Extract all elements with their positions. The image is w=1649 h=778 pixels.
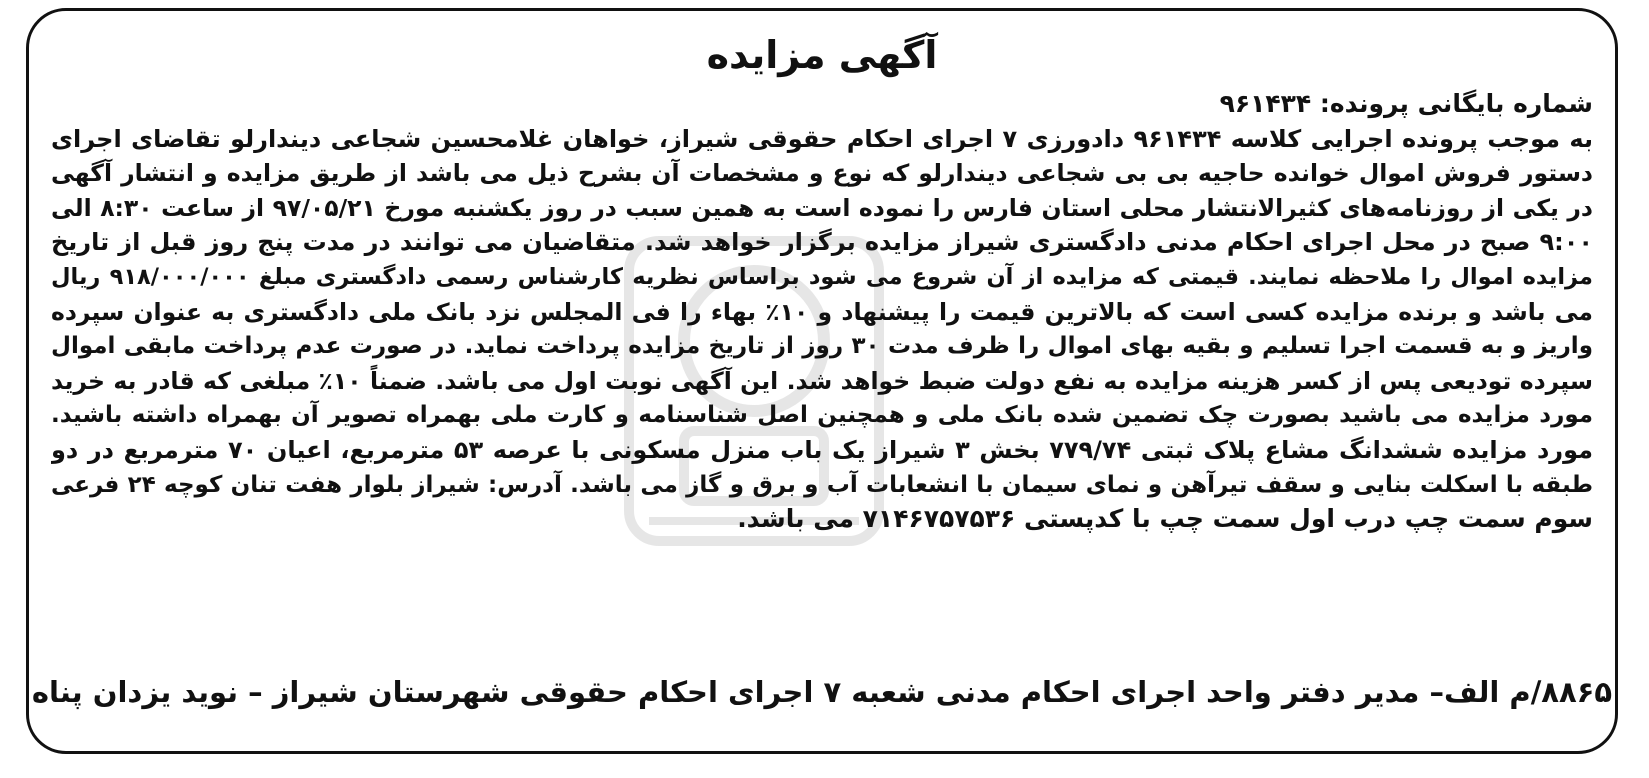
notice-title: آگهی مزایده xyxy=(706,33,938,77)
body-line: به موجب پرونده اجرایی کلاسه ۹۶۱۴۳۴ دادورزی ۷ اجرای احکام حقوقی شیراز، خواهان غلامحسین شجاعی دیندارلو تقاضای اجرای xyxy=(51,124,1593,153)
notice-signature: ۸۸۶۵/م الف– مدیر دفتر واحد اجرای احکام مدنی شعبه ۷ اجرای احکام حقوقی شهرستان شیراز – نوید یزدان پناه xyxy=(31,675,1613,709)
body-line: مورد مزایده ششدانگ مشاع پلاک ثبتی ۷۷۹/۷۴ بخش ۳ شیراز یک باب منزل مسکونی با عرصه ۵۳ مترمربع، اعیان ۷۰ مترمربع در دو xyxy=(51,435,1593,464)
body-line: سوم سمت چپ درب اول سمت چپ با کدپستی ۷۱۴۶۷۵۷۵۳۶ می باشد. xyxy=(737,504,1593,534)
body-line: در یکی از روزنامه‌های کثیرالانتشار محلی استان فارس را نموده است به همین سبب در روز یکشنبه مورخ ۹۷/۰۵/۲۱ از ساعت ۸:۳۰ الی xyxy=(51,193,1593,222)
body-line: مورد مزایده می باشید بصورت چک تضمین شده بانک ملی و همچنین اصل شناسنامه و کارت ملی بهمراه تصویر آن بهمراه داشته باشید. xyxy=(51,402,1593,429)
body-line: مزایده اموال را ملاحظه نمایند. قیمتی که مزایده از آن شروع می شود براساس نظریه کارشناس رسمی دادگستری مبلغ ۹۱۸/۰۰۰/۰۰۰ ریال xyxy=(51,263,1593,290)
file-number: شماره بایگانی پرونده: ۹۶۱۴۳۴ xyxy=(1219,89,1593,118)
notice-body xyxy=(51,87,1593,537)
body-line: می باشد و برنده مزایده کسی است که بالاترین قیمت را پیشنهاد و ۱۰٪ بهاء را فی المجلس نزد بانک ملی دادگستری به عنوان سپرده xyxy=(51,297,1593,326)
body-line: طبقه با اسکلت بنایی و سقف تیرآهن و نمای سیمان با انشعابات آب و برق و گاز می باشد. آدرس: شیراز بلوار هفت تنان کوچه ۲۴ فرعی xyxy=(51,471,1593,498)
body-line: دستور فروش اموال خوانده حاجیه بی بی شجاعی دیندارلو که نوع و مشخصات آن بشرح ذیل می باشد از طریق مزایده و انتشار آگهی xyxy=(51,159,1593,188)
notice-frame xyxy=(26,8,1618,754)
body-line: واریز و به قسمت اجرا تسلیم و بقیه بهای اموال را ظرف مدت ۳۰ روز از تاریخ مزایده پرداخت نماید. در صورت عدم پرداخت مابقی اموال xyxy=(51,333,1593,360)
body-line: سپرده تودیعی پس از کسر هزینه مزایده به نفع دولت ضبط خواهد شد. این آگهی نوبت اول می باشد. ضمناً ۱۰٪ مبلغی که قادر به خرید xyxy=(51,366,1593,395)
body-line: ۹:۰۰ صبح در محل اجرای احکام مدنی دادگستری شیراز مزایده برگزار خواهد شد. متقاضیان می توانند در مدت پنج روز قبل از تاریخ xyxy=(51,228,1593,257)
